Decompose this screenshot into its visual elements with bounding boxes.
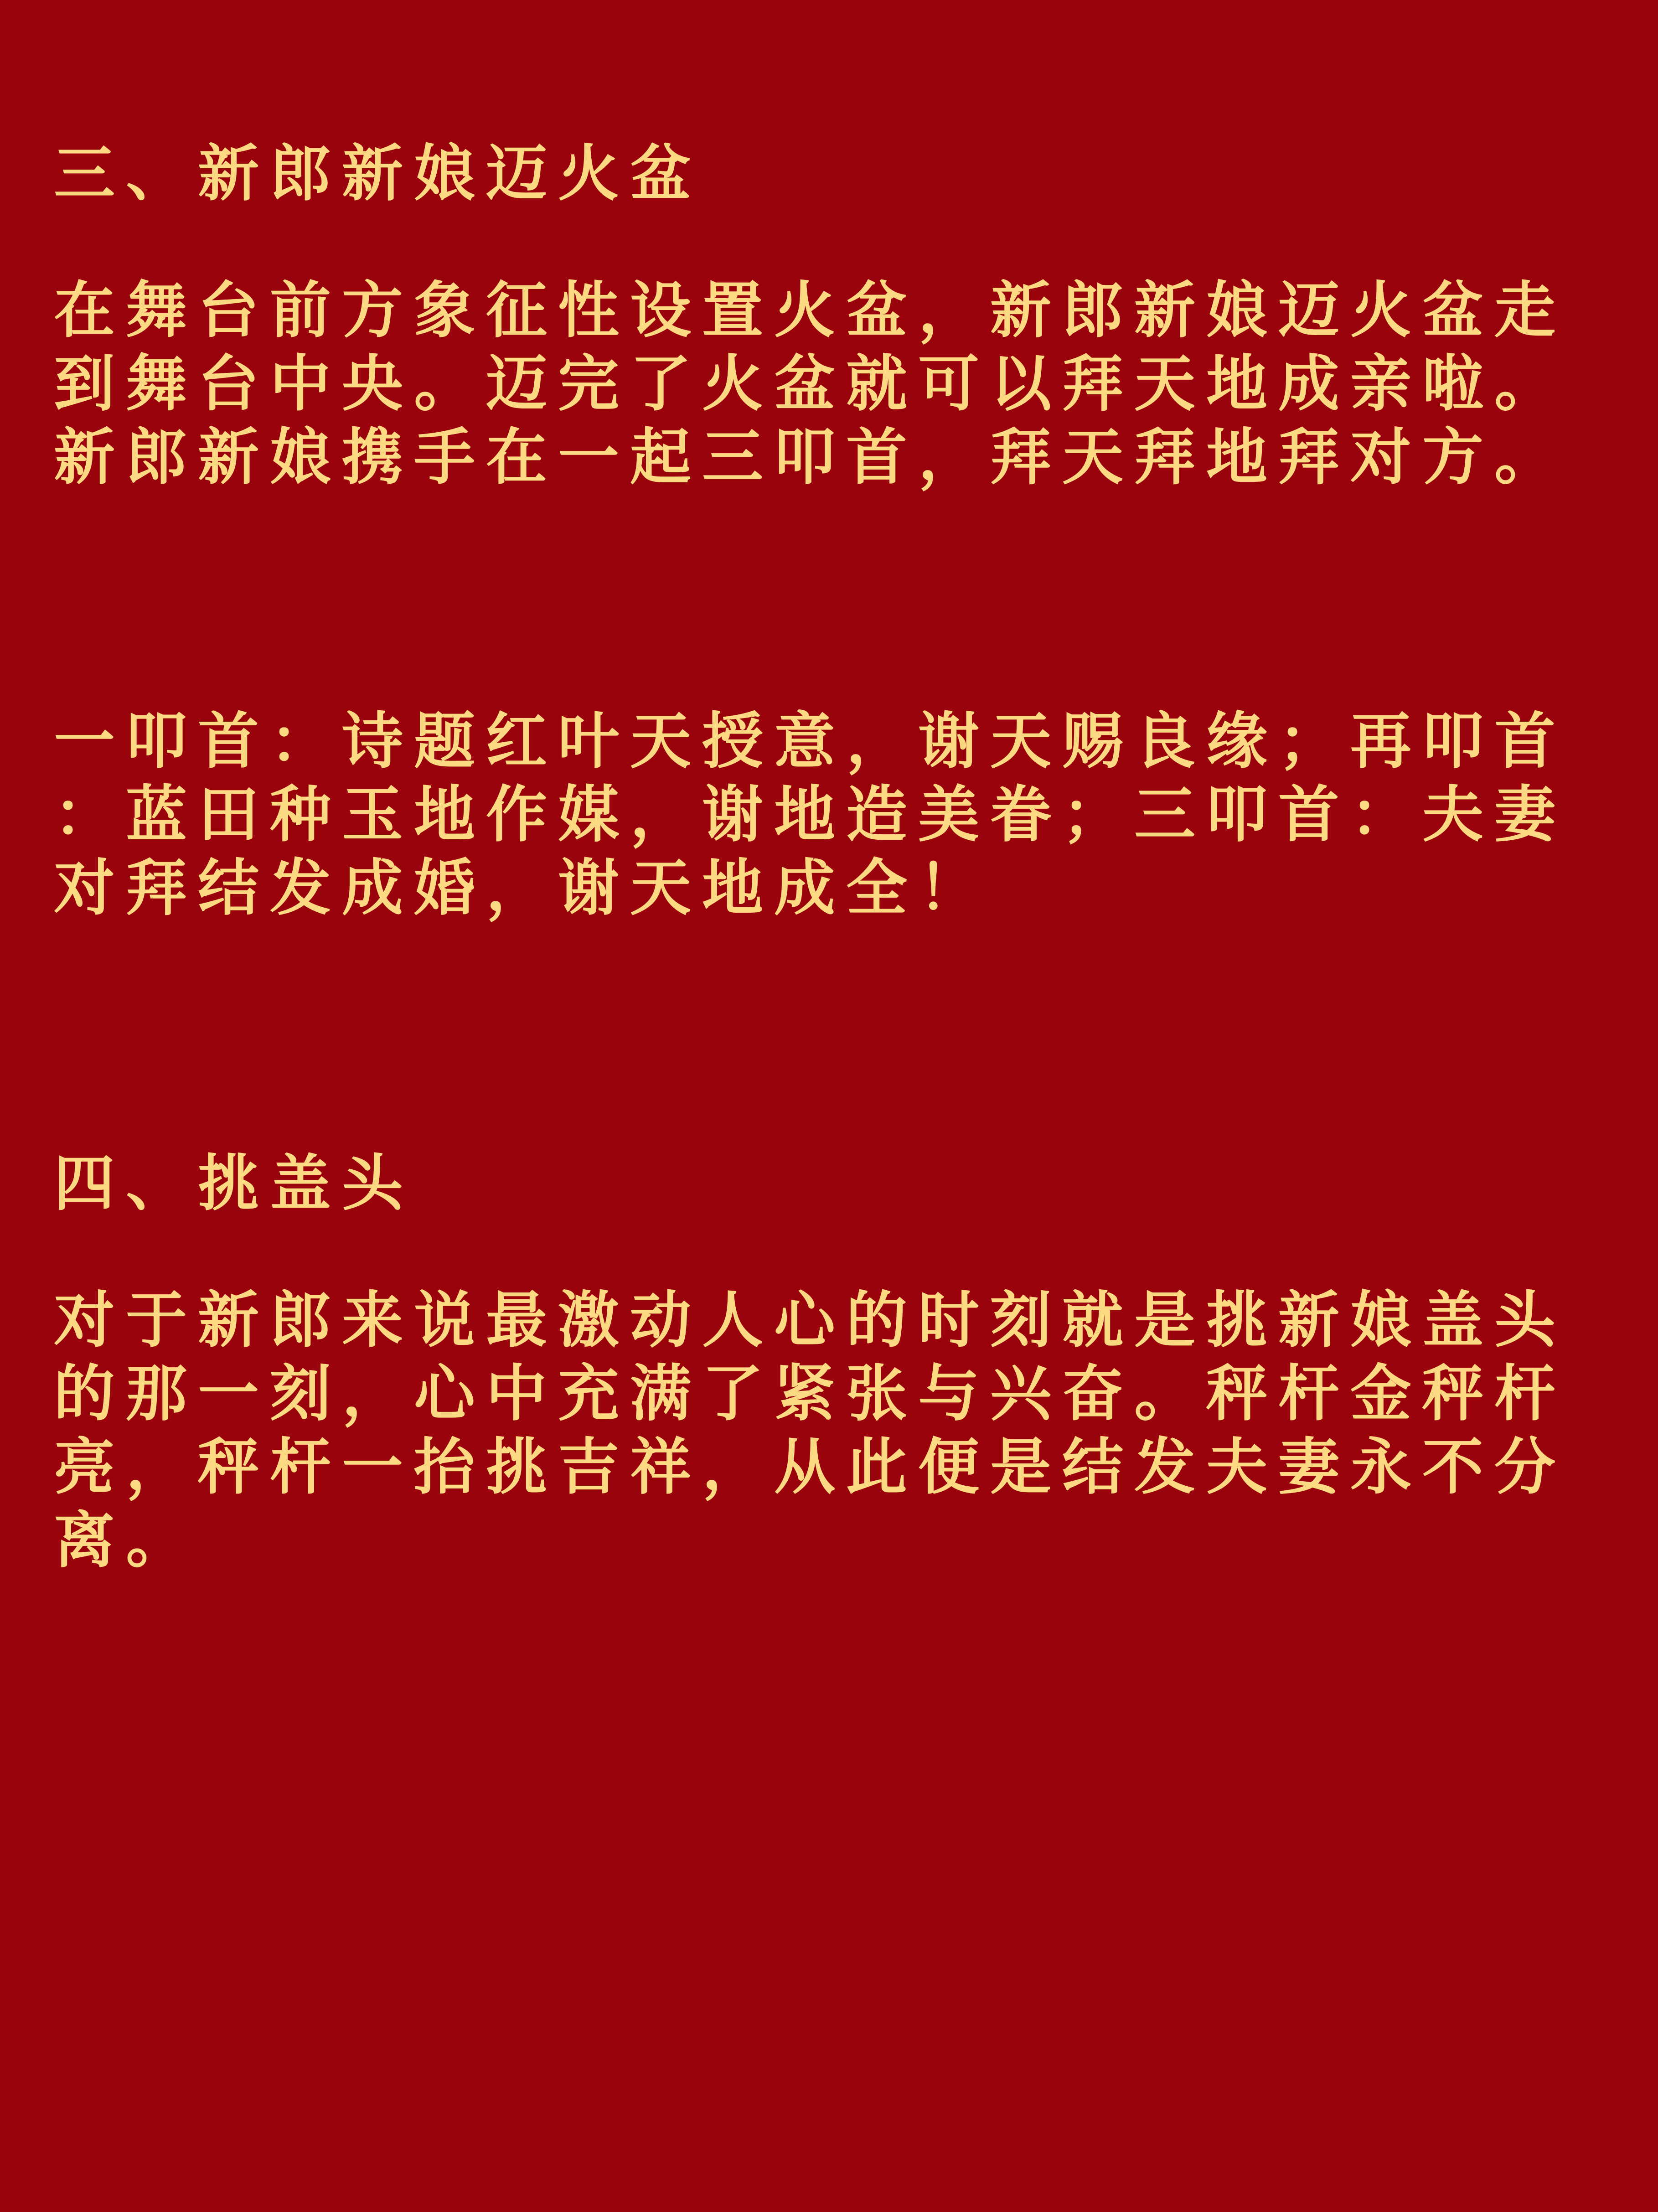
section-heading-veil — [54, 1147, 1604, 1220]
paragraph-line: 一叩首：诗题红叶天授意，谢天赐良缘；再叩首 — [54, 705, 1567, 777]
paragraph-line: 对拜结发成婚，谢天地成全！ — [54, 852, 991, 924]
section-heading-fire-basin — [54, 137, 1604, 210]
paragraph-line: 在舞台前方象征性设置火盆，新郎新娘迈火盆走 — [54, 274, 1567, 346]
paragraph-line: ：蓝田种玉地作媒，谢地造美眷；三叩首：夫妻 — [54, 778, 1567, 850]
paragraph-line: 的那一刻，心中充满了紧张与兴奋。秤杆金秤杆 — [54, 1357, 1567, 1429]
paragraph-line: 对于新郎来说最激动人心的时刻就是挑新娘盖头 — [54, 1284, 1567, 1356]
paragraph-line: 新郎新娘携手在一起三叩首，拜天拜地拜对方。 — [54, 421, 1567, 493]
paragraph-three-bows — [54, 704, 1604, 925]
paragraph-line: 离。 — [54, 1504, 198, 1576]
paragraph-line: 到舞台中央。迈完了火盆就可以拜天地成亲啦。 — [54, 347, 1567, 419]
paragraph-line: 亮，秤杆一抬挑吉祥，从此便是结发夫妻永不分 — [54, 1431, 1567, 1503]
heading-text: 四、挑盖头 — [54, 1147, 414, 1219]
paragraph-fire-basin-ceremony — [54, 274, 1604, 494]
heading-text: 三、新郎新娘迈火盆 — [54, 137, 702, 209]
paragraph-lifting-veil — [54, 1283, 1604, 1577]
